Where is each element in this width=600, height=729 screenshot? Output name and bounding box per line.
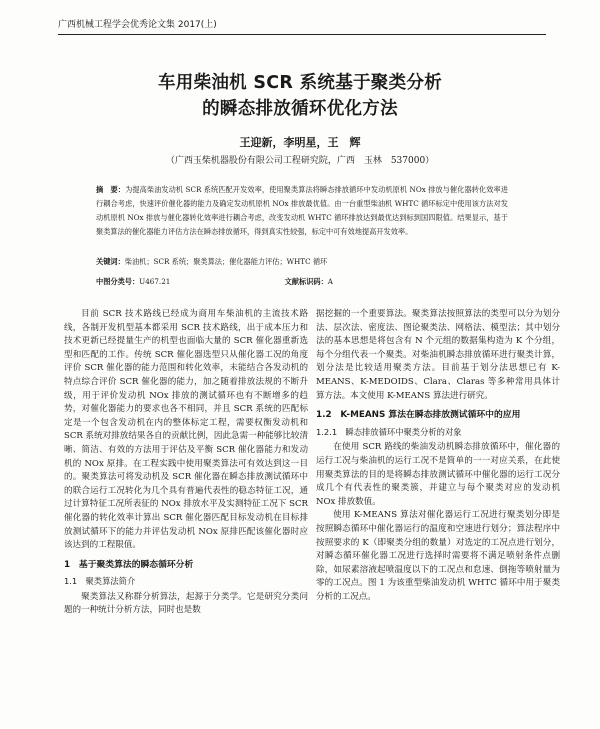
- section-1-2-1-heading: 1.2.1 瞬态排放循环中聚类分析的对象: [316, 426, 462, 437]
- left-column: [64, 308, 308, 618]
- keywords-text: 柴油机；SCR 系统；聚类算法；催化器能力评估；WHTC 循环: [124, 257, 328, 266]
- doc-code-value: A: [327, 277, 333, 286]
- authors: 王迎新，李明星，王 辉: [239, 136, 361, 149]
- abstract: [96, 183, 508, 239]
- section-1-1-paragraph: 聚类算法又称群分析算法，起源于分类学。它是研究分类问题的一种统计分析方法，同时也是数: [64, 591, 308, 616]
- analysis-object-paragraph: 在使用 SCR 路线的柴油发动机瞬态排放循环中，催化器的运行工况与柴油机的运行工况不是简单的一一对应关系，在此使用聚类算法的目的是将瞬态排放测试循环中催化器的运行工况分成几个有代表性的聚类簇，并建立与每个聚类对应的发动机 NOx 排放数值。: [316, 442, 560, 507]
- keywords: [96, 256, 508, 268]
- kmeans-paragraph: 使用 K-MEANS 算法对催化器运行工况进行聚类划分即是按照瞬态循环中催化器运行的温度和空速进行划分；算法程序中按照要求的 K（即聚类分组的数量）对选定的工况点进行划分，对瞬态循环催化器工况进行选择时需要将不满足喷射条件点删除，如尿素溶液起喷温度以下的工况点和怠速、倒拖等喷射量为零的工况点。图 1 为该重型柴油发动机 WHTC 循环中用于聚类分析的工况点。: [316, 510, 560, 602]
- title-line-1: 车用柴油机 SCR 系统基于聚类分析: [157, 73, 442, 93]
- clustering-paragraph: 据挖掘的一个重要算法。聚类算法按照算法的类型可以分为划分法、层次法、密度法、图论聚类法、网格法、模型法；其中划分法的基本思想是将包含有 N 个元组的数据集构造为 K 个分组，每个分组代表一个聚类。对柴油机瞬态排放循环进行聚类计算，划分法是比较适用聚类方法。目前基于划分法思想已有 K-MEANS、K-MEDOIDS、Clara、Claras 等多种常用具体计算方法。本文使用 K-MEANS 算法进行研究。: [316, 309, 560, 401]
- section-1-2-heading: 1.2 K-MEANS 算法在瞬态排放测试循环中的应用: [316, 410, 521, 421]
- intro-paragraph: 目前 SCR 技术路线已经成为商用车柴油机的主流技术路线，各制开发机型基本都采用 SCR 技术路线，出于成本压力和技术更新已经提量生产的机型也面临大量的 SCR 催化器重新选型和匹配的工作。传统 SCR 催化器选型只从催化器工况的角度评价 SCR 催化器的能力范围和转化效率，未能结合各发动机的特点综合评价 SCR 催化器的能力，加之随着排放法规的不断升级，用于评价发动机 NOx 排放的测试循环也有不断增多的趋势，对催化器能力的要求也各不相同，并且 SCR 系统的匹配标定是一个包含发动机在内的整体标定工程，需要权衡发动机和 SCR 系统对排放结果各自的贡献比例，因此急需一种能够比较清晰、简洁、有效的方法用于评估及平衡 SCR 催化器能力和发动机的 NOx 原排。在工程实践中使用聚类算法可有效达到这一目的。聚类算法可将发动机及 SCR 催化器在瞬态排放测试循环中的联合运行工况转化为几个具有普遍代表性的稳态特征工况，通过计算特征工况所表征的 NOx 排放水平及实测特征工况下 SCR 催化器的转化效率计算出 SCR 催化器匹配目标发动机在目标排放测试循环下的能力并评估发动机 NOx 原排匹配该催化器时应该达到的工程限值。: [64, 309, 308, 551]
- section-1-heading: 1 基于聚类算法的瞬态循环分析: [64, 559, 194, 570]
- classification-line: [96, 276, 508, 288]
- doc-code-label: 文献标识码：: [284, 277, 328, 286]
- title-line-2: 的瞬态排放循环优化方法: [202, 99, 398, 119]
- paper-title: [0, 70, 600, 122]
- running-title: 广西机械工程学会优秀论文集 2017(上): [58, 20, 217, 30]
- abstract-label: 摘 要：: [96, 185, 126, 194]
- right-column: [316, 308, 560, 604]
- keywords-label: 关键词：: [96, 257, 125, 266]
- section-1-1-heading: 1.1 聚类算法简介: [64, 576, 136, 587]
- clc-value: U467.21: [139, 277, 171, 286]
- running-header: [58, 18, 546, 35]
- abstract-text: 为提高柴油发动机 SCR 系统匹配开发效率，使用聚类算法将瞬态排放循环中发动机原机 NOx 排放与催化器转化效率进行耦合考虑，快速评价催化器的能力及确定发动机原机 NOx 排放最优值。由一台重型柴油机 WHTC 循环标定中使用该方法对发动机原机 NOx 排放与催化器转化效率进行耦合考虑，改变发动机 WHTC 循环排放达到最优达到标到国四限值。结果显示，基于聚类算法的催化器能力评估方法在瞬态排放循环，得到真实性较强，标定中可有效地提高开发效率。: [96, 185, 508, 236]
- affiliation: （广西玉柴机器股份有限公司工程研究院，广西 玉林 537000）: [165, 156, 435, 166]
- clc-label: 中图分类号：: [96, 277, 140, 286]
